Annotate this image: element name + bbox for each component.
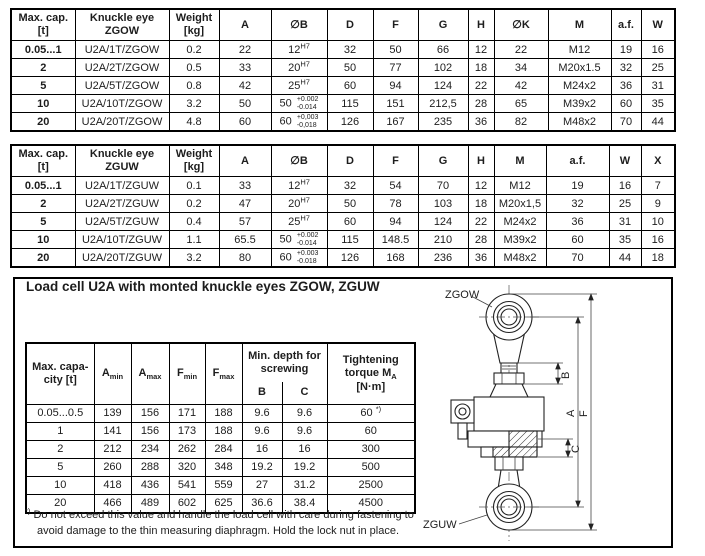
table-cell: 36 [546,213,609,231]
table-cell: 25 [641,59,675,77]
zguw-column-header: G [418,145,468,177]
table-cell: 28 [468,231,494,249]
table-cell: 0.05...1 [11,177,75,195]
table-cell: 70 [546,249,609,268]
table-cell: 34 [494,59,548,77]
load-cell-drawing [415,281,667,545]
table-cell: 33 [219,59,271,77]
table-cell: U2A/2T/ZGOW [75,59,169,77]
table-cell: 10 [641,213,675,231]
zgow-column-header: Max. cap. [t] [11,9,75,41]
table-cell: 50 [373,41,418,59]
table-cell: M48x2 [494,249,546,268]
table-cell: 10 [26,477,94,495]
table-cell: 235 [418,113,468,132]
table-cell: 0.4 [169,213,219,231]
table-cell: 559 [205,477,242,495]
table-cell: M12 [494,177,546,195]
table-cell: 489 [131,495,169,514]
table-cell: 0.05...0.5 [26,405,94,423]
zgow-column-header: D [327,9,373,41]
table-cell: 102 [418,59,468,77]
table-cell: 260 [94,459,131,477]
table-cell: 18 [641,249,675,268]
table-cell: 602 [169,495,205,514]
table-cell: 35 [641,95,675,113]
table-cell: 36 [611,77,641,95]
table-cell: 60 [327,213,373,231]
zguw-column-header: W [609,145,641,177]
table-cell: 78 [373,195,418,213]
table-cell: U2A/10T/ZGOW [75,95,169,113]
zguw-label: ZGUW [423,519,457,531]
table-cell: 126 [327,113,373,132]
table-cell: 94 [373,213,418,231]
table-cell: 44 [609,249,641,268]
table-cell: 2 [11,195,75,213]
zgow-column-header: H [468,9,494,41]
table-cell: M20x1,5 [494,195,546,213]
table-cell: 94 [373,77,418,95]
table-cell: 9.6 [282,423,327,441]
table-cell: 188 [205,423,242,441]
dimension-c [538,439,582,457]
table-cell: 22 [468,77,494,95]
zguw-column-header: Weight [kg] [169,145,219,177]
table-cell: 5 [26,459,94,477]
table-cell: 156 [131,423,169,441]
table-cell: 12 [468,41,494,59]
table-cell: U2A/2T/ZGUW [75,195,169,213]
table-cell: 2 [11,59,75,77]
table-row [11,231,675,249]
dim-a-label: A [565,409,577,417]
table-cell: U2A/1T/ZGUW [75,177,169,195]
table-cell: 19 [611,41,641,59]
table-cell: $20^{H7}$ [271,195,327,213]
table-cell: 115 [327,95,373,113]
table-cell: 3.2 [169,249,219,268]
table-cell: M12 [548,41,611,59]
table-cell: 188 [205,405,242,423]
table-cell: 47 [219,195,271,213]
table-cell: 167 [373,113,418,132]
table-cell: 50 +0.002 -0.014 [271,95,327,113]
table-cell: 5 [11,213,75,231]
zguw-column-header: X [641,145,675,177]
table-cell: M39x2 [494,231,546,249]
table-cell: U2A/20T/ZGUW [75,249,169,268]
mount-col-torque: Tightening torque $M_A$ [N·m] [327,343,415,405]
table-cell: 32 [327,177,373,195]
table-cell: 148.5 [373,231,418,249]
table-cell: 36.6 [242,495,282,514]
table-cell: 9 [641,195,675,213]
table-cell: 44 [641,113,675,132]
table-cell: 126 [327,249,373,268]
table-cell: 124 [418,213,468,231]
table-cell: 210 [418,231,468,249]
zguw-header-row [11,145,675,177]
table-cell: 0.2 [169,41,219,59]
table-cell: 60 [327,423,415,441]
zguw-column-header: A [219,145,271,177]
table-cell: 70 [418,177,468,195]
footnote [25,508,435,540]
table-cell: 19 [546,177,609,195]
table-cell: M48x2 [548,113,611,132]
table-cell: $12^{H7}$ [271,41,327,59]
table-cell: U2A/10T/ZGUW [75,231,169,249]
table-cell: 2 [26,441,94,459]
table-cell: 57 [219,213,271,231]
zguw-column-header: D [327,145,373,177]
table-cell: $25^{H7}$ [271,77,327,95]
table-cell: 42 [219,77,271,95]
zgow-eye [479,294,539,363]
table-cell: 0.8 [169,77,219,95]
table-cell: 32 [327,41,373,59]
table-cell: 70 [611,113,641,132]
table-cell: 171 [169,405,205,423]
zguw-column-header: M [494,145,546,177]
table-row [26,459,415,477]
table-cell: $20^{H7}$ [271,59,327,77]
table-cell: 16 [641,231,675,249]
table-cell: 141 [94,423,131,441]
table-cell: 9.6 [242,405,282,423]
table-cell: 19.2 [282,459,327,477]
table-cell: 156 [131,405,169,423]
table-cell: 541 [169,477,205,495]
table-cell: 5 [11,77,75,95]
table-cell: 300 [327,441,415,459]
table-cell: 60 [327,77,373,95]
table-cell: 22 [468,213,494,231]
section-title: Load cell U2A with monted knuckle eyes ZGOW, ZGUW [26,279,380,294]
table-cell: $25^{H7}$ [271,213,327,231]
table-cell: 212,5 [418,95,468,113]
zgow-column-header: ∅B [271,9,327,41]
zgow-column-header: Knuckle eye ZGOW [75,9,169,41]
table-cell: 20 [11,113,75,132]
table-cell: 2500 [327,477,415,495]
lower-flange [468,431,542,470]
mount-header-row [26,343,415,382]
table-cell: 0.05...1 [11,41,75,59]
table-cell: 60 *) [327,405,415,423]
table-cell: 36 [468,113,494,132]
table-cell: 500 [327,459,415,477]
table-cell: 20 [26,495,94,514]
mount-col-capacity: Max. capa- city [t] [26,343,94,405]
lock-nut [495,457,523,470]
zgow-spec-table [10,8,676,132]
zguw-column-header: Knuckle eye ZGUW [75,145,169,177]
dimension-b [518,363,572,384]
table-cell: 139 [94,405,131,423]
zgow-header-row [11,9,675,41]
table-cell: 60 [546,231,609,249]
footnote-text: Do not exceed this value and handle the load cell with care during fastening to avoid damage to the thin measuring diaphragm. Hold the lock nut in place. [33,509,414,537]
table-cell: 124 [418,77,468,95]
table-cell: 4500 [327,495,415,514]
table-cell: U2A/5T/ZGOW [75,77,169,95]
table-cell: 22 [494,41,548,59]
table-cell: 60 [219,113,271,132]
table-cell: 35 [609,231,641,249]
table-cell: 32 [546,195,609,213]
table-cell: 50 [219,95,271,113]
table-cell: 60 +0,003 -0,018 [271,113,327,132]
table-cell: 3.2 [169,95,219,113]
table-cell: 25 [609,195,641,213]
zguw-column-header: F [373,145,418,177]
table-cell: 60 [611,95,641,113]
table-cell: 77 [373,59,418,77]
zguw-spec-table [10,144,676,268]
table-cell: U2A/20T/ZGOW [75,113,169,132]
table-cell: 0.2 [169,195,219,213]
table-cell: 22 [219,41,271,59]
table-cell: 80 [219,249,271,268]
table-cell: 9.6 [242,423,282,441]
table-cell: $12^{H7}$ [271,177,327,195]
zguw-column-header: H [468,145,494,177]
mount-col-amin: $A_{min}$ [94,343,131,405]
table-row [11,195,675,213]
table-cell: 0.5 [169,59,219,77]
mount-subcol-c: C [282,382,327,405]
table-cell: 16 [641,41,675,59]
table-cell: 0.1 [169,177,219,195]
mount-col-fmax: $F_{max}$ [205,343,242,405]
table-cell: 4.8 [169,113,219,132]
table-cell: 10 [11,95,75,113]
table-cell: 32 [611,59,641,77]
table-cell: 36 [468,249,494,268]
table-cell: 27 [242,477,282,495]
zgow-column-header: A [219,9,271,41]
zguw-column-header: a.f. [546,145,609,177]
table-cell: 50 [327,59,373,77]
table-cell: M39x2 [548,95,611,113]
table-cell: 115 [327,231,373,249]
mount-subcol-b: B [242,382,282,405]
table-cell: 173 [169,423,205,441]
table-cell: 65 [494,95,548,113]
table-cell: 16 [282,441,327,459]
table-cell: 16 [242,441,282,459]
table-cell: 66 [418,41,468,59]
table-cell: 151 [373,95,418,113]
table-cell: 42 [494,77,548,95]
table-cell: 284 [205,441,242,459]
table-row [11,77,675,95]
mounting-dimensions-table [25,342,416,514]
table-cell: 54 [373,177,418,195]
table-cell: 1.1 [169,231,219,249]
table-cell: 262 [169,441,205,459]
table-cell: 19.2 [242,459,282,477]
table-row [11,177,675,195]
table-cell: 288 [131,459,169,477]
table-cell: M24x2 [548,77,611,95]
table-cell: 33 [219,177,271,195]
mount-col-fmin: $F_{min}$ [169,343,205,405]
dim-b-label: B [560,371,572,379]
table-cell: 50 +0.002 -0.014 [271,231,327,249]
table-cell: 50 [327,195,373,213]
table-cell: M24x2 [494,213,546,231]
table-cell: 320 [169,459,205,477]
table-cell: 625 [205,495,242,514]
table-row [26,423,415,441]
table-cell: 20 [11,249,75,268]
table-row [11,41,675,59]
table-cell: 103 [418,195,468,213]
load-cell-section [13,277,673,548]
zgow-column-header: F [373,9,418,41]
table-cell: 82 [494,113,548,132]
zgow-column-header: W [641,9,675,41]
dim-f-label: F [578,410,590,417]
zguw-column-header: ∅B [271,145,327,177]
zguw-column-header: Max. cap. [t] [11,145,75,177]
table-cell: 9.6 [282,405,327,423]
table-cell: 236 [418,249,468,268]
table-cell: 31 [641,77,675,95]
zgow-label: ZGOW [445,289,480,301]
table-cell: 10 [11,231,75,249]
table-row [26,405,415,423]
table-row [26,477,415,495]
table-cell: 18 [468,195,494,213]
table-row [11,113,675,132]
table-row [26,441,415,459]
mount-col-amax: $A_{max}$ [131,343,169,405]
table-cell: 466 [94,495,131,514]
zgow-column-header: G [418,9,468,41]
table-cell: 212 [94,441,131,459]
table-row [11,95,675,113]
table-cell: 60 +0.003 -0.018 [271,249,327,268]
zgow-column-header: a.f. [611,9,641,41]
table-cell: 18 [468,59,494,77]
table-cell: 65.5 [219,231,271,249]
table-cell: 38.4 [282,495,327,514]
table-cell: 348 [205,459,242,477]
table-cell: 168 [373,249,418,268]
mount-col-min-depth: Min. depth for screwing [242,343,327,382]
table-row [11,213,675,231]
table-cell: M20x1.5 [548,59,611,77]
table-cell: 31 [609,213,641,231]
stud-and-locknut [490,363,528,397]
zgow-column-header: M [548,9,611,41]
zgow-column-header: Weight [kg] [169,9,219,41]
table-cell: 7 [641,177,675,195]
table-row [11,59,675,77]
table-cell: 418 [94,477,131,495]
table-row [11,249,675,268]
table-cell: 234 [131,441,169,459]
table-cell: 28 [468,95,494,113]
table-cell: 12 [468,177,494,195]
zgow-column-header: ∅K [494,9,548,41]
table-cell: U2A/1T/ZGOW [75,41,169,59]
table-cell: 436 [131,477,169,495]
table-cell: U2A/5T/ZGUW [75,213,169,231]
dim-c-label: C [570,445,582,453]
table-cell: 31.2 [282,477,327,495]
footnote-marker: *) [25,506,31,516]
table-cell: 16 [609,177,641,195]
table-cell: 1 [26,423,94,441]
